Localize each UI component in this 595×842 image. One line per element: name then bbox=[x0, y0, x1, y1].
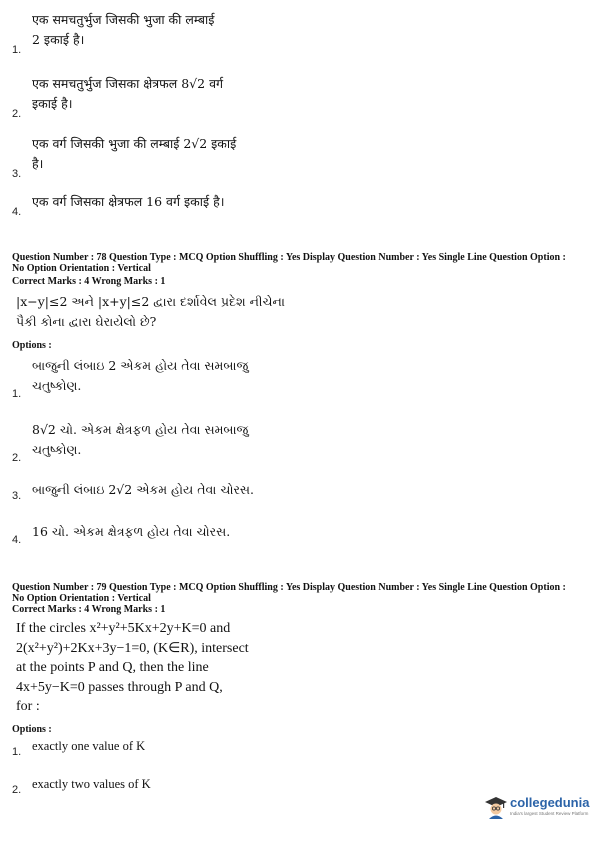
option-text-line: exactly one value of K bbox=[32, 739, 146, 753]
option-number: 4. bbox=[12, 206, 22, 218]
q79-header bbox=[12, 582, 587, 604]
option-text-line: ચતુષ્કોણ. bbox=[32, 378, 82, 393]
option-text-line: exactly two values of K bbox=[32, 777, 151, 791]
option-number: 2. bbox=[12, 108, 22, 120]
option-text-line: एक समचतुर्भुज जिसकी भुजा की लम्बाई bbox=[32, 12, 215, 27]
option-number: 2. bbox=[12, 784, 22, 796]
option-text-line: બાજુની લંબાઇ 2 એકમ હોય તેવા સમબાજુ bbox=[32, 358, 249, 373]
option-number: 1. bbox=[12, 44, 22, 56]
option-text-line: 2 इकाई है। bbox=[32, 32, 85, 47]
question-line: 4x+5y−K=0 passes through P and Q, bbox=[16, 679, 223, 695]
logo-brand-text: collegedunia bbox=[510, 795, 590, 810]
option-text-line: है। bbox=[32, 156, 44, 171]
graduate-avatar-icon bbox=[484, 795, 508, 819]
q78-question-text bbox=[16, 292, 285, 332]
option-number: 4. bbox=[12, 534, 22, 546]
q78-options-label: Options : bbox=[12, 340, 52, 351]
option-text-line: બાજુની લંબાઇ 2√2 એકમ હોય તેવા ચોરસ. bbox=[32, 482, 255, 497]
q79-marks: Correct Marks : 4 Wrong Marks : 1 bbox=[12, 604, 166, 615]
logo-tagline: India's largest Student Review Platform bbox=[510, 811, 589, 816]
q79-options-label: Options : bbox=[12, 724, 52, 735]
collegedunia-logo bbox=[484, 793, 588, 823]
option-number: 2. bbox=[12, 452, 22, 464]
option-text-line: 16 ચો. એકમ ક્ષેત્રફળ હોય તેવા ચોરસ. bbox=[32, 524, 231, 539]
option-number: 3. bbox=[12, 490, 22, 502]
q79-header-line1: Question Number : 79 Question Type : MCQ Option Shuffling : Yes Display Question Number : Yes Single Line Question Option : bbox=[12, 582, 566, 593]
question-line: If the circles x²+y²+5Kx+2y+K=0 and bbox=[16, 621, 231, 636]
option-text-line: इकाई है। bbox=[32, 96, 73, 111]
option-text-line: 8√2 ચો. એકમ ક્ષેત્રફળ હોય તેવા સમબાજુ bbox=[32, 422, 249, 437]
option-number: 3. bbox=[12, 168, 22, 180]
option-text-line: एक समचतुर्भुज जिसका क्षेत्रफल 8√2 वर्ग bbox=[32, 76, 224, 91]
question-line: 2(x²+y²)+2Kx+3y−1=0, (K∈R), intersect bbox=[16, 640, 249, 656]
question-line: |x−y|≤2 અને |x+y|≤2 દ્વારા દર્શાવેલ પ્રદેશ નીચેના bbox=[16, 294, 285, 309]
option-text-line: एक वर्ग जिसका क्षेत्रफल 16 वर्ग इकाई है। bbox=[32, 194, 225, 209]
option-text-line: एक वर्ग जिसकी भुजा की लम्बाई 2√2 इकाई bbox=[32, 136, 237, 151]
question-line: પૈકી કોના દ્વારા ઘેરાયેલો છે? bbox=[16, 314, 157, 329]
q79-header-line2: No Option Orientation : Vertical bbox=[12, 593, 151, 604]
option-number: 1. bbox=[12, 388, 22, 400]
question-line: at the points P and Q, then the line bbox=[16, 660, 209, 675]
option-number: 1. bbox=[12, 746, 22, 758]
q79-question-text bbox=[16, 619, 249, 717]
q78-header-line2: No Option Orientation : Vertical bbox=[12, 263, 151, 274]
option-text-line: ચતુષ્કોણ. bbox=[32, 442, 82, 457]
q78-header bbox=[12, 252, 587, 274]
question-line: for : bbox=[16, 699, 40, 714]
q78-header-line1: Question Number : 78 Question Type : MCQ Option Shuffling : Yes Display Question Number : Yes Single Line Question Option : bbox=[12, 252, 566, 263]
q78-marks: Correct Marks : 4 Wrong Marks : 1 bbox=[12, 276, 166, 287]
